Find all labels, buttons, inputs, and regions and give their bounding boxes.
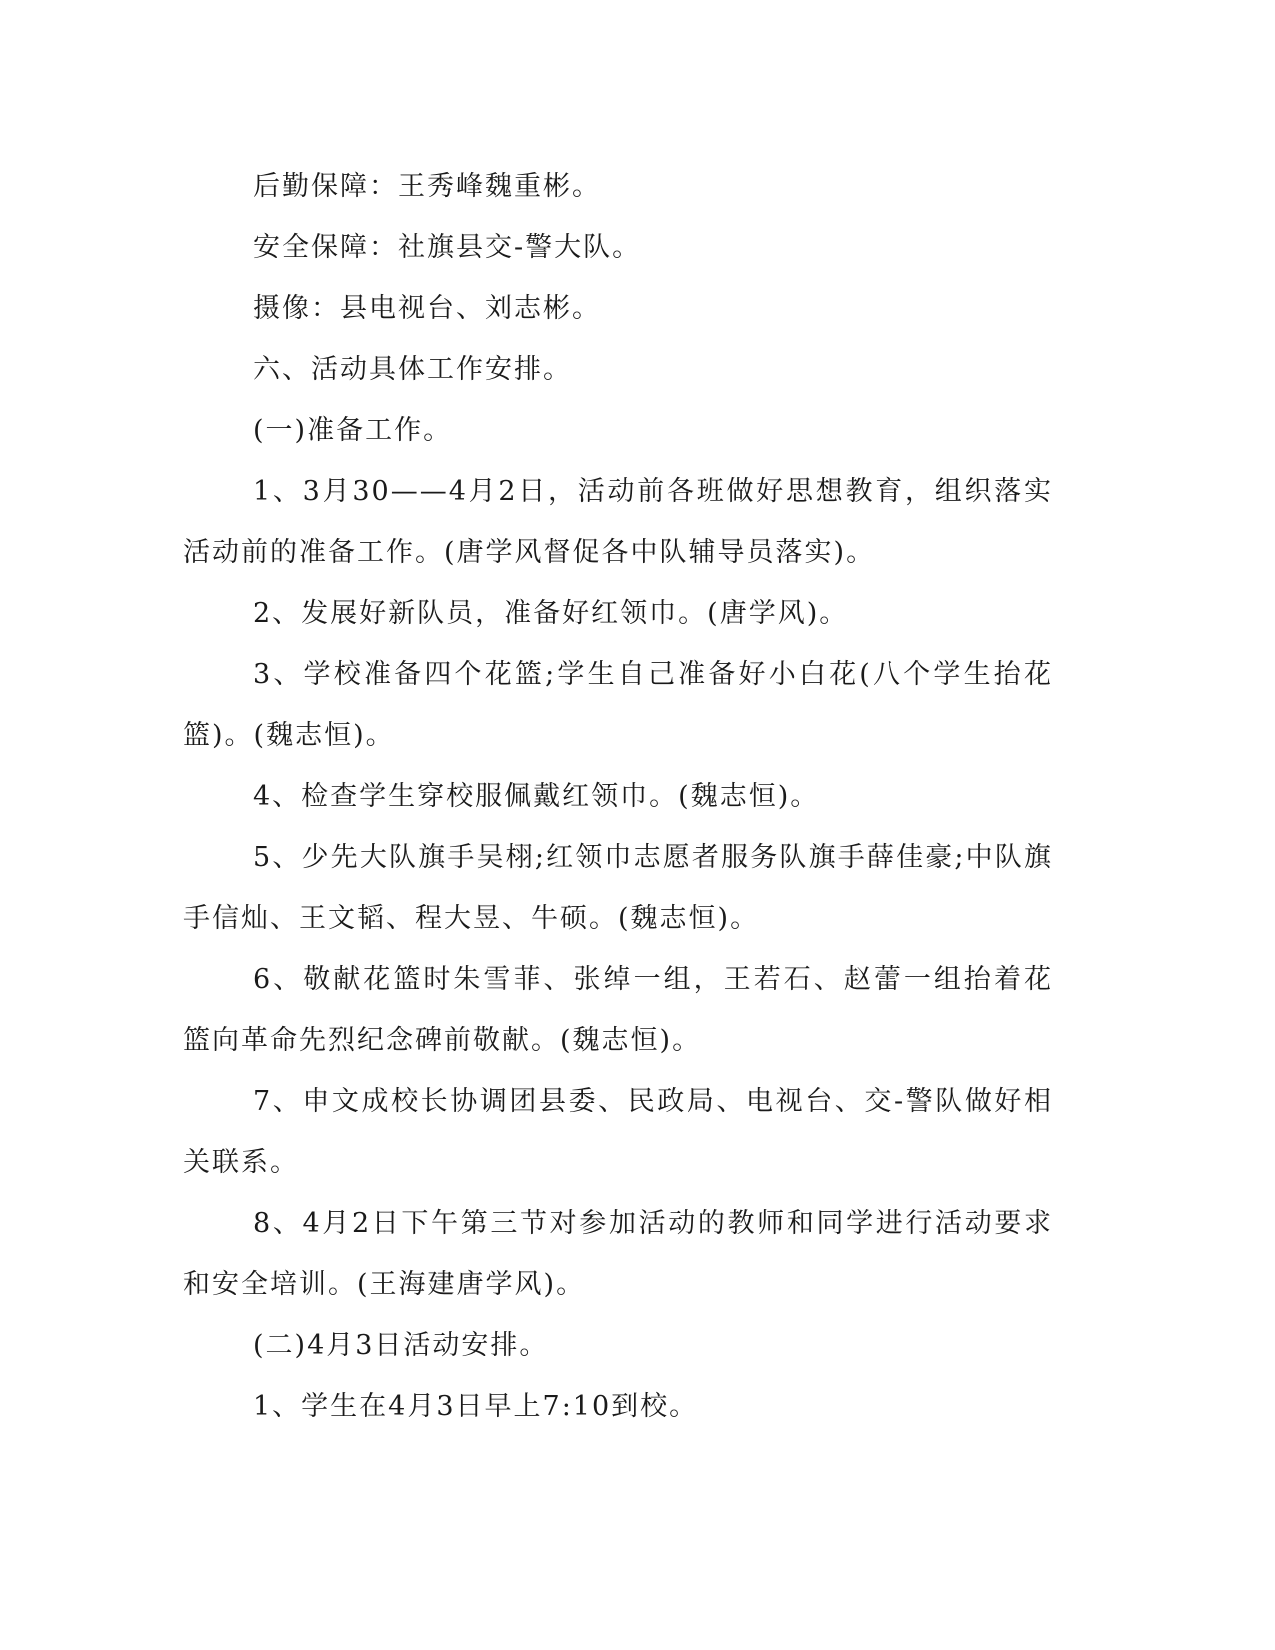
subsection-heading-april-3: (二)4月3日活动安排。 (253, 1330, 549, 1361)
paragraph-security: 安全保障：社旗县交-警大队。 (253, 232, 642, 263)
list-item-prep-6: 6、敬献花篮时朱雪菲、张绰一组，王若石、赵蕾一组抬着花篮向革命先烈纪念碑前敬献。(魏志恒)。 (183, 964, 1053, 1056)
list-item-prep-4: 4、检查学生穿校服佩戴红领巾。(魏志恒)。 (253, 781, 820, 812)
list-item-prep-5: 5、少先大队旗手吴栩;红领巾志愿者服务队旗手薛佳豪;中队旗手信灿、王文韬、程大昱、牛硕。(魏志恒)。 (183, 842, 1053, 934)
paragraph-camera: 摄像：县电视台、刘志彬。 (253, 293, 601, 324)
document-body (183, 156, 1053, 1437)
section-heading-arrangements: 六、活动具体工作安排。 (253, 354, 572, 385)
list-item-prep-7: 7、申文成校长协调团县委、民政局、电视台、交-警队做好相关联系。 (183, 1086, 1053, 1178)
list-item-prep-3: 3、学校准备四个花篮;学生自己准备好小白花(八个学生抬花篮)。(魏志恒)。 (183, 659, 1053, 751)
list-item-prep-8: 8、4月2日下午第三节对参加活动的教师和同学进行活动要求和安全培训。(王海建唐学风)。 (183, 1208, 1053, 1300)
list-item-prep-2: 2、发展好新队员，准备好红领巾。(唐学风)。 (253, 598, 849, 629)
paragraph-logistics: 后勤保障：王秀峰魏重彬。 (253, 171, 601, 202)
list-item-april-3-1: 1、学生在4月3日早上7:10到校。 (253, 1391, 699, 1422)
subsection-heading-preparation: (一)准备工作。 (253, 415, 453, 446)
list-item-prep-1: 1、3月30——4月2日，活动前各班做好思想教育，组织落实活动前的准备工作。(唐学风督促各中队辅导员落实)。 (183, 476, 1053, 568)
